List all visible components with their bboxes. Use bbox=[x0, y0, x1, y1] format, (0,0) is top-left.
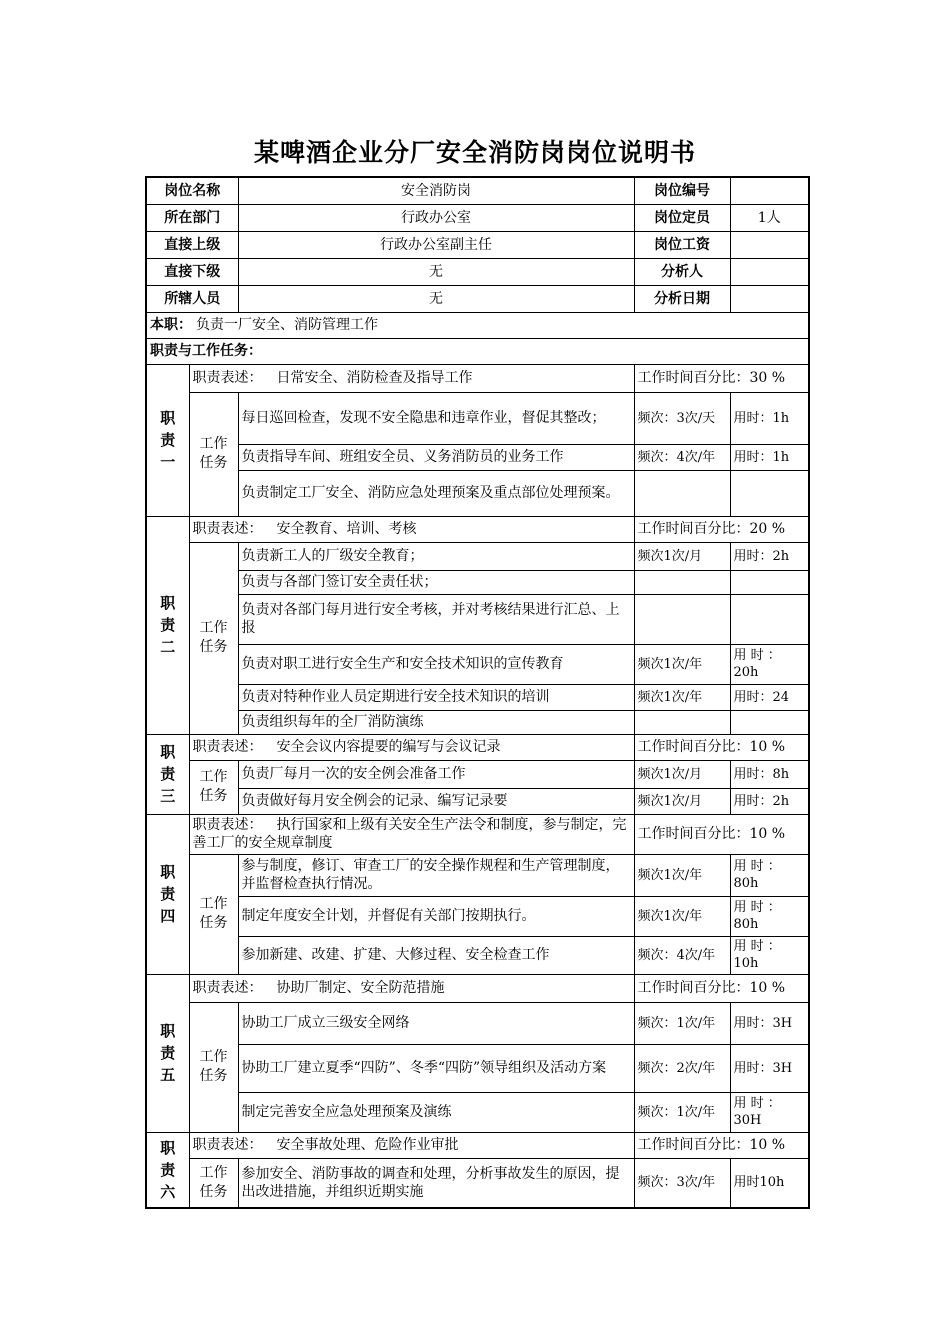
duty-desc-row bbox=[146, 734, 809, 760]
task-time: 用 时 ：10h bbox=[730, 936, 809, 974]
desc-label: 职责表述： bbox=[192, 980, 263, 996]
duty-desc-row bbox=[146, 364, 809, 392]
post-name-value: 安全消防岗 bbox=[238, 177, 634, 204]
task-frequency: 频次：2次/年 bbox=[634, 1044, 730, 1092]
task-row bbox=[146, 1092, 809, 1132]
task-row bbox=[146, 936, 809, 974]
task-time: 用 时 ：80h bbox=[730, 854, 809, 896]
task-text: 协助工厂建立夏季“四防”、冬季“四防”领导组织及活动方案 bbox=[238, 1044, 634, 1092]
percent: 工作时间百分比：20 % bbox=[634, 516, 809, 542]
work-task-label: 工作任务 bbox=[189, 1158, 238, 1208]
tasks-header-row bbox=[146, 338, 809, 364]
desc-text: 日常安全、消防检查及指导工作 bbox=[276, 370, 473, 386]
task-row bbox=[146, 760, 809, 788]
task-time: 用时：3H bbox=[730, 1044, 809, 1092]
percent: 工作时间百分比：30 % bbox=[634, 364, 809, 392]
task-frequency bbox=[634, 594, 730, 644]
dept-value: 行政办公室 bbox=[238, 204, 634, 231]
desc-text: 执行国家和上级有关安全生产法令和制度，参与制定，完善工厂的安全规章制度 bbox=[192, 817, 627, 851]
task-frequency: 频次1次/年 bbox=[634, 684, 730, 710]
salary-value bbox=[730, 231, 809, 258]
task-text: 每日巡回检查，发现不安全隐患和违章作业，督促其整改； bbox=[238, 392, 634, 444]
task-time: 用时10h bbox=[730, 1158, 809, 1208]
duty-name bbox=[146, 364, 189, 516]
task-row bbox=[146, 1158, 809, 1208]
work-task-label: 工作任务 bbox=[189, 1002, 238, 1132]
duty-row bbox=[146, 312, 809, 338]
task-row bbox=[146, 542, 809, 570]
date-value bbox=[730, 285, 809, 312]
duty-desc bbox=[189, 734, 634, 760]
task-time: 用 时 ：30H bbox=[730, 1092, 809, 1132]
duty-name-text: 职责二 bbox=[160, 594, 176, 656]
info-row bbox=[146, 258, 809, 285]
task-time: 用时：8h bbox=[730, 760, 809, 788]
task-frequency: 频次：4次/年 bbox=[634, 444, 730, 470]
task-row bbox=[146, 710, 809, 734]
task-time bbox=[730, 470, 809, 516]
post-no-value bbox=[730, 177, 809, 204]
duty-name bbox=[146, 974, 189, 1132]
duty-desc bbox=[189, 814, 634, 854]
superior-label: 直接上级 bbox=[146, 231, 238, 258]
work-task-label: 工作任务 bbox=[189, 854, 238, 974]
task-text: 负责做好每月安全例会的记录、编写记录要 bbox=[238, 788, 634, 814]
task-frequency: 频次1次/年 bbox=[634, 896, 730, 936]
task-text: 制定完善安全应急处理预案及演练 bbox=[238, 1092, 634, 1132]
percent: 工作时间百分比：10 % bbox=[634, 814, 809, 854]
duty-text: 负责一厂安全、消防管理工作 bbox=[196, 317, 378, 333]
duty-name bbox=[146, 814, 189, 974]
task-row bbox=[146, 1044, 809, 1092]
task-frequency: 频次：3次/年 bbox=[634, 1158, 730, 1208]
info-row bbox=[146, 177, 809, 204]
task-text: 负责对各部门每月进行安全考核，并对考核结果进行汇总、上报 bbox=[238, 594, 634, 644]
duty-desc bbox=[189, 364, 634, 392]
percent: 工作时间百分比：10 % bbox=[634, 974, 809, 1002]
duty-name-text: 职责四 bbox=[160, 863, 176, 925]
task-frequency: 频次：1次/年 bbox=[634, 1002, 730, 1044]
duty-name bbox=[146, 1132, 189, 1208]
duty-name bbox=[146, 516, 189, 734]
duty-desc bbox=[189, 516, 634, 542]
task-frequency bbox=[634, 710, 730, 734]
work-task-label: 工作任务 bbox=[189, 542, 238, 734]
post-no-label: 岗位编号 bbox=[634, 177, 730, 204]
task-frequency bbox=[634, 470, 730, 516]
tasks-label: 职责与工作任务： bbox=[146, 338, 809, 364]
duty-desc bbox=[189, 974, 634, 1002]
task-text: 负责制定工厂安全、消防应急处理预案及重点部位处理预案。 bbox=[238, 470, 634, 516]
task-text: 负责对职工进行安全生产和安全技术知识的宣传教育 bbox=[238, 644, 634, 684]
duty-desc-row bbox=[146, 516, 809, 542]
task-row bbox=[146, 854, 809, 896]
duty-cell bbox=[146, 312, 809, 338]
duty-name-text: 职责六 bbox=[160, 1138, 176, 1201]
task-frequency: 频次：4次/年 bbox=[634, 936, 730, 974]
document-title: 某啤酒企业分厂安全消防岗岗位说明书 bbox=[253, 138, 696, 167]
task-text: 负责对特种作业人员定期进行安全技术知识的培训 bbox=[238, 684, 634, 710]
job-description-table bbox=[145, 176, 810, 1209]
duty-desc-row bbox=[146, 974, 809, 1002]
desc-label: 职责表述： bbox=[192, 370, 263, 386]
duty-name-text: 职责三 bbox=[160, 743, 176, 805]
task-text: 制定年度安全计划，并督促有关部门按期执行。 bbox=[238, 896, 634, 936]
post-name-label: 岗位名称 bbox=[146, 177, 238, 204]
percent: 工作时间百分比：10 % bbox=[634, 1132, 809, 1158]
desc-text: 安全教育、培训、考核 bbox=[276, 521, 417, 537]
task-frequency: 频次：1次/年 bbox=[634, 1092, 730, 1132]
task-text: 负责组织每年的全厂消防演练 bbox=[238, 710, 634, 734]
duty-name-text: 职责五 bbox=[160, 1022, 176, 1084]
task-text: 负责指导车间、班组安全员、义务消防员的业务工作 bbox=[238, 444, 634, 470]
task-time: 用时：24 bbox=[730, 684, 809, 710]
task-text: 协助工厂成立三级安全网络 bbox=[238, 1002, 634, 1044]
task-frequency: 频次1次/月 bbox=[634, 542, 730, 570]
task-frequency bbox=[634, 570, 730, 594]
desc-label: 职责表述： bbox=[192, 817, 263, 833]
task-time: 用时：1h bbox=[730, 392, 809, 444]
task-text: 参加新建、改建、扩建、大修过程、安全检查工作 bbox=[238, 936, 634, 974]
task-text: 负责厂每月一次的安全例会准备工作 bbox=[238, 760, 634, 788]
task-frequency: 频次：3次/天 bbox=[634, 392, 730, 444]
desc-text: 协助厂制定、安全防范措施 bbox=[276, 980, 445, 996]
task-text: 参与制度，修订、审查工厂的安全操作规程和生产管理制度，并监督检查执行情况。 bbox=[238, 854, 634, 896]
task-time: 用 时 ：20h bbox=[730, 644, 809, 684]
analyst-value bbox=[730, 258, 809, 285]
task-row bbox=[146, 788, 809, 814]
percent: 工作时间百分比：10 % bbox=[634, 734, 809, 760]
salary-label: 岗位工资 bbox=[634, 231, 730, 258]
dept-label: 所在部门 bbox=[146, 204, 238, 231]
task-row bbox=[146, 1002, 809, 1044]
work-task-label: 工作任务 bbox=[189, 392, 238, 516]
duty-desc bbox=[189, 1132, 634, 1158]
quota-label: 岗位定员 bbox=[634, 204, 730, 231]
task-frequency: 频次1次/年 bbox=[634, 644, 730, 684]
task-time: 用 时 ：80h bbox=[730, 896, 809, 936]
task-text: 参加安全、消防事故的调查和处理，分析事故发生的原因，提出改进措施，并组织近期实施 bbox=[238, 1158, 634, 1208]
task-row bbox=[146, 392, 809, 444]
work-task-label: 工作任务 bbox=[189, 760, 238, 814]
task-row bbox=[146, 570, 809, 594]
date-label: 分析日期 bbox=[634, 285, 730, 312]
task-row bbox=[146, 470, 809, 516]
task-row bbox=[146, 594, 809, 644]
staff-value: 无 bbox=[238, 285, 634, 312]
desc-text: 安全会议内容提要的编写与会议记录 bbox=[276, 739, 501, 755]
task-frequency: 频次1次/月 bbox=[634, 788, 730, 814]
duty-label: 本职： bbox=[150, 317, 192, 333]
task-frequency: 频次1次/年 bbox=[634, 854, 730, 896]
duty-name bbox=[146, 734, 189, 814]
info-row bbox=[146, 231, 809, 258]
superior-value: 行政办公室副主任 bbox=[238, 231, 634, 258]
desc-label: 职责表述： bbox=[192, 739, 263, 755]
task-row bbox=[146, 896, 809, 936]
task-time: 用时：2h bbox=[730, 788, 809, 814]
info-row bbox=[146, 204, 809, 231]
task-time: 用时：3H bbox=[730, 1002, 809, 1044]
task-time: 用时：2h bbox=[730, 542, 809, 570]
quota-value: 1人 bbox=[730, 204, 809, 231]
task-time bbox=[730, 710, 809, 734]
task-time: 用时：1h bbox=[730, 444, 809, 470]
duty-name-text: 职责一 bbox=[160, 409, 176, 471]
desc-text: 安全事故处理、危险作业审批 bbox=[276, 1137, 459, 1153]
duty-desc-row bbox=[146, 814, 809, 854]
desc-label: 职责表述： bbox=[192, 521, 263, 537]
task-time bbox=[730, 570, 809, 594]
analyst-label: 分析人 bbox=[634, 258, 730, 285]
task-row bbox=[146, 644, 809, 684]
duty-desc-row bbox=[146, 1132, 809, 1158]
task-row bbox=[146, 444, 809, 470]
desc-label: 职责表述： bbox=[192, 1137, 263, 1153]
subordinate-value: 无 bbox=[238, 258, 634, 285]
task-row bbox=[146, 684, 809, 710]
staff-label: 所辖人员 bbox=[146, 285, 238, 312]
task-text: 负责与各部门签订安全责任状； bbox=[238, 570, 634, 594]
info-row bbox=[146, 285, 809, 312]
task-frequency: 频次1次/月 bbox=[634, 760, 730, 788]
task-text: 负责新工人的厂级安全教育； bbox=[238, 542, 634, 570]
subordinate-label: 直接下级 bbox=[146, 258, 238, 285]
task-time bbox=[730, 594, 809, 644]
